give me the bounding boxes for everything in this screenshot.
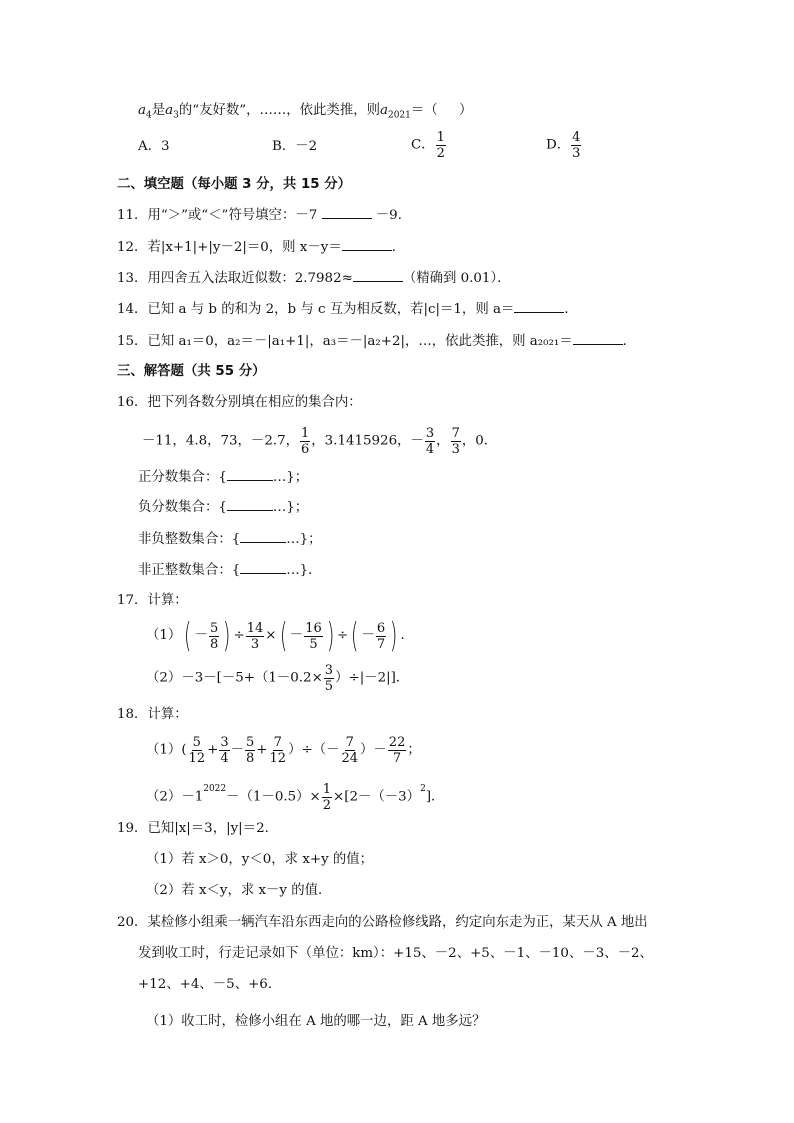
q10-option-d[interactable] bbox=[546, 130, 582, 161]
q10-stem-mid: 的“友好数”，……，依此类推，则 bbox=[178, 103, 380, 118]
q15-blank[interactable] bbox=[573, 331, 623, 345]
q20-line3: +12、+4、－5、+6． bbox=[138, 977, 282, 992]
q17-p1-tag: （1） bbox=[146, 628, 182, 643]
q17-p1-f2-den: 3 bbox=[250, 636, 260, 652]
q16-set-end: …}； bbox=[286, 532, 322, 547]
q18-p1-f5-den: 24 bbox=[341, 751, 359, 766]
q18-p1-f3-num: 5 bbox=[246, 735, 255, 750]
q17-p1-f1-num: 5 bbox=[209, 620, 219, 636]
q16-f2-den: 4 bbox=[425, 442, 435, 457]
q14-blank[interactable] bbox=[514, 299, 564, 313]
q13 bbox=[117, 268, 511, 289]
q18-p1-f1-num: 5 bbox=[192, 735, 201, 750]
q12-text-b: ． bbox=[391, 240, 406, 255]
q15 bbox=[117, 331, 636, 352]
q16-set-negative-fractions bbox=[138, 497, 308, 518]
q16-stem bbox=[117, 393, 362, 413]
q18-p2-f-num: 1 bbox=[322, 782, 332, 797]
q10-option-c-den: 2 bbox=[436, 146, 445, 161]
q17-p2-f-den: 5 bbox=[324, 679, 334, 694]
q10-stem-pre: 是 bbox=[151, 103, 166, 118]
q18-p1-f2-num: 3 bbox=[220, 735, 229, 750]
q10-option-c-label: C． bbox=[411, 137, 435, 153]
q14-text-b: ． bbox=[564, 302, 578, 317]
q16-number-list bbox=[142, 426, 497, 457]
q16-set-blank[interactable] bbox=[227, 497, 273, 511]
q16-set-label: 非正整数集合：{ bbox=[138, 563, 241, 578]
q10-option-b[interactable]: B．－2 bbox=[272, 139, 318, 154]
q15-num: 15． bbox=[117, 334, 148, 349]
q18-p1-f6-num: 22 bbox=[388, 735, 406, 750]
q18-num: 18． bbox=[117, 707, 148, 722]
q18-p2-text-b: －（1－0.5）× bbox=[226, 789, 321, 805]
q16-set-nonpositive-integers bbox=[138, 560, 322, 581]
q19-stem bbox=[117, 819, 278, 839]
q11-text-a: 用“＞”或“＜”符号填空：－7 bbox=[147, 208, 318, 223]
q18-p1-f2-den: 4 bbox=[220, 751, 229, 766]
q10-option-d-num: 4 bbox=[572, 130, 581, 145]
q20-line2: 发到收工时，行走记录如下（单位：km）：+15、－2、+5、－1、－10、－3、－2、 bbox=[138, 946, 653, 961]
q16-set-end: …}． bbox=[286, 563, 322, 578]
q18-p1-f6-den: 7 bbox=[392, 751, 402, 766]
q16-stem-text: 把下列各数分别填在相应的集合内： bbox=[147, 395, 362, 410]
q17-num: 17． bbox=[117, 593, 148, 608]
q16-set-end: …}； bbox=[272, 470, 309, 485]
q17-p1-f4-den: 7 bbox=[376, 636, 386, 652]
q17-p2-text-b: ）÷|－2|]． bbox=[335, 670, 410, 686]
q18-part2 bbox=[146, 779, 444, 813]
q16-f1-den: 6 bbox=[301, 442, 310, 457]
q18-p1-f4-num: 7 bbox=[273, 735, 282, 750]
q17-p1-f3-num: 16 bbox=[305, 620, 322, 636]
q19-num: 19． bbox=[117, 821, 148, 836]
q12 bbox=[117, 237, 405, 258]
q16-set-blank[interactable] bbox=[227, 467, 273, 481]
q17-p2-f-num: 3 bbox=[324, 663, 334, 678]
q17-p1-f1-den: 8 bbox=[209, 636, 219, 652]
q13-blank[interactable] bbox=[353, 268, 403, 282]
q16-f3-den: 3 bbox=[451, 442, 460, 457]
q16-f3-num: 7 bbox=[451, 426, 460, 441]
q10-option-c[interactable] bbox=[411, 130, 447, 161]
q10-option-a[interactable]: A．3 bbox=[138, 139, 170, 154]
q11-text-b: －9． bbox=[375, 208, 412, 223]
q20-part1: （1）收工时，检修小组在 A 地的哪一边，距 A 地多远？ bbox=[146, 1014, 486, 1029]
q14-text-a: 已知 a 与 b 的和为 2，b 与 c 互为相反数，若|c|＝1，则 a＝ bbox=[147, 302, 515, 317]
q16-list-a: －11，4.8，73，－2.7， bbox=[142, 433, 300, 449]
q18-p2-text-c: ×[2－（－3） bbox=[333, 789, 421, 805]
q18-stem bbox=[117, 705, 188, 725]
q10-option-d-den: 3 bbox=[572, 146, 581, 161]
q16-set-label: 正分数集合：{ bbox=[138, 470, 227, 485]
q18-part1: （1）( $\frac{5}{12}$ + $\frac{3}{4}$ － $\frac{5}{8}$ + $\frac{7}{12}$ ）÷（－ $\frac{7}{24}$ ）－ $\frac{22}{7}$ ； bbox=[146, 735, 421, 766]
q17-p2-tag: （2） bbox=[146, 670, 182, 686]
q10-stem: $a_4$是$a_3$的“友好数”，……，依此类推，则$a_{2021}=$（ ） bbox=[138, 103, 473, 121]
q16-num: 16． bbox=[117, 395, 148, 410]
q16-set-blank[interactable] bbox=[240, 560, 286, 574]
q19-part1: （1）若 x＞0，y＜0，求 x+y 的值； bbox=[146, 852, 374, 867]
q17-stem bbox=[117, 591, 188, 611]
q14-num: 14． bbox=[117, 302, 148, 317]
q15-text-a: 已知 a₁＝0，a₂＝－|a₁+1|，a₃＝－|a₂+2|，…，依此类推，则 a₂₀₂₁＝ bbox=[147, 334, 573, 349]
q18-p1-f4-den: 12 bbox=[269, 751, 287, 766]
q18-p2-tag: （2） bbox=[146, 789, 182, 805]
q20-line1 bbox=[117, 913, 648, 933]
q20-text-line1: 某检修小组乘一辆汽车沿东西走向的公路检修线路，约定向东走为正，某天从 A 地出 bbox=[147, 915, 648, 930]
q11 bbox=[117, 205, 411, 226]
q10-stem-eq: ＝（ ） bbox=[410, 103, 473, 118]
q19-stem-text: 已知|x|＝3，|y|＝2． bbox=[147, 821, 278, 836]
q15-text-b: ． bbox=[622, 334, 637, 349]
q13-text-a: 用四舍五入法取近似数：2.7982≈ bbox=[147, 271, 353, 286]
q16-list-b: ，3.1415926，－ bbox=[311, 433, 424, 449]
q16-set-positive-fractions bbox=[138, 467, 308, 488]
q16-f2-num: 3 bbox=[425, 426, 435, 441]
q18-p2-text-a: －1 bbox=[181, 789, 204, 805]
q17-p2-text-a: －3－[－5+（1－0.2× bbox=[181, 670, 323, 686]
q17-p1-f4-num: 6 bbox=[376, 620, 386, 636]
q16-list-end: ，0． bbox=[461, 433, 498, 449]
q12-text-a: 若|x+1|+|y－2|＝0，则 x－y＝ bbox=[147, 240, 342, 255]
q18-p1-tag: （1） bbox=[146, 742, 182, 758]
q16-set-label: 负分数集合：{ bbox=[138, 500, 227, 515]
q17-part1: （1）( － $\frac{5}{8}$ ) ÷ $\frac{14}{3}$ ×( － $\frac{16}{5}$ ) ÷( － $\frac{6}{7}$ ) ． bbox=[146, 616, 414, 656]
q18-p1-f1-den: 12 bbox=[188, 751, 206, 766]
section3-title: 三、解答题（共 55 分） bbox=[117, 364, 266, 379]
q11-num: 11． bbox=[117, 208, 148, 223]
section2-title: 二、填空题（每小题 3 分，共 15 分） bbox=[117, 177, 352, 192]
q18-p2-f-den: 2 bbox=[322, 798, 332, 813]
q11-blank[interactable] bbox=[322, 205, 372, 219]
q16-f1-num: 1 bbox=[301, 426, 310, 441]
q18-p2-exponent: 2022 bbox=[203, 784, 227, 794]
q16-set-end: …}； bbox=[272, 500, 309, 515]
q20-num: 20． bbox=[117, 915, 148, 930]
q16-comma: ， bbox=[436, 433, 450, 449]
q18-p1-f3-den: 8 bbox=[246, 751, 255, 766]
q18-p2-text-d: ]． bbox=[425, 789, 445, 805]
q14 bbox=[117, 299, 578, 320]
q16-set-nonnegative-integers bbox=[138, 529, 322, 550]
q17-p1-f2-num: 14 bbox=[246, 620, 264, 636]
q17-part2 bbox=[146, 663, 409, 694]
q17-p1-f3-den: 5 bbox=[309, 636, 318, 652]
q12-blank[interactable] bbox=[342, 237, 392, 251]
q13-text-b: （精确到 0.01）． bbox=[402, 271, 511, 286]
q17-stem-text: 计算： bbox=[147, 593, 188, 608]
q16-set-label: 非负整数集合：{ bbox=[138, 532, 241, 547]
q13-num: 13． bbox=[117, 271, 148, 286]
q10-option-d-label: D． bbox=[546, 137, 571, 153]
q10-option-c-num: 1 bbox=[436, 130, 445, 145]
q18-stem-text: 计算： bbox=[147, 707, 188, 722]
q18-p1-f5-num: 7 bbox=[345, 735, 354, 750]
q16-set-blank[interactable] bbox=[240, 529, 286, 543]
q12-num: 12． bbox=[117, 240, 148, 255]
q19-part2: （2）若 x＜y，求 x－y 的值． bbox=[146, 883, 332, 898]
q18-p2-square: 2 bbox=[420, 784, 426, 794]
